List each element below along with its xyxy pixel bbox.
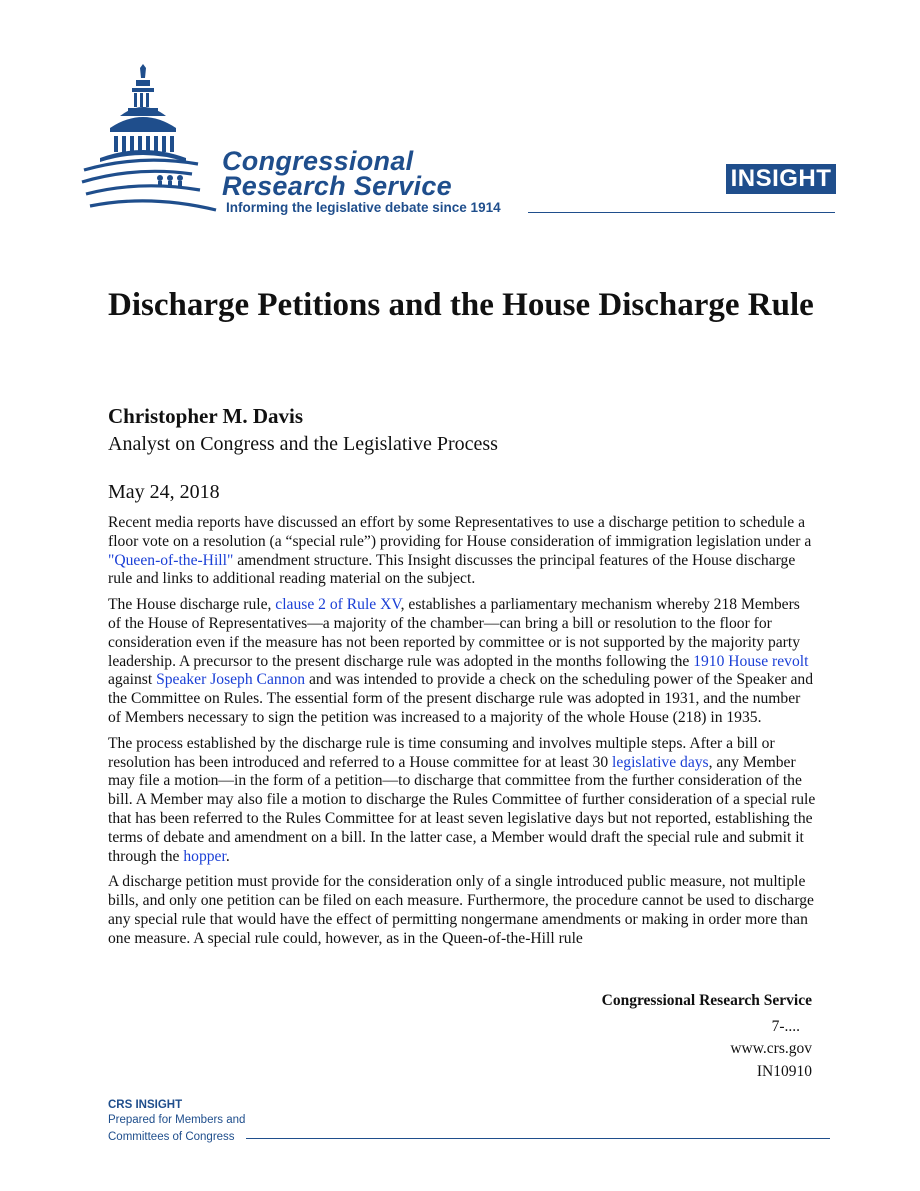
insight-badge: INSIGHT	[726, 164, 836, 194]
link-legislative-days[interactable]: legislative days	[612, 753, 709, 771]
footer-divider	[246, 1138, 830, 1139]
footer-org: Congressional Research Service	[601, 992, 812, 1009]
header-divider	[528, 212, 835, 213]
text: .	[225, 847, 230, 865]
footer-crs-insight-label: CRS INSIGHT	[108, 1099, 183, 1111]
text: The House discharge rule,	[108, 596, 276, 614]
paragraph-4	[108, 873, 816, 948]
document-title: Discharge Petitions and the House Discharge Rule	[108, 287, 814, 323]
crs-capitol-logo	[80, 62, 230, 222]
paragraph-3	[108, 735, 816, 867]
text: A discharge petition must provide for the consideration only of a single introduced public measure, not multiple bills, and only one petition can be filed on each measure. Furthermore, the procedure cannot be used to discharge any special rule that would have the effect of permitting nongermane amendments or making in order more than one measure. A special rule could, however, as in the Queen-of-the-Hill rule	[108, 873, 814, 947]
author-name: Christopher M. Davis	[108, 404, 304, 428]
paragraph-1	[108, 514, 816, 589]
author-role: Analyst on Congress and the Legislative Process	[108, 433, 498, 455]
text: , establishes a parliamentary mechanism whereby 218 Members of the House of Representatives—a majority of the chamber—can bring a bill or resolution to the floor for consideration even if the measure has not been reported by committee or is not supported by the majority party leadership. A precursor to the present discharge rule was adopted in the months following the	[108, 596, 800, 670]
link-queen-of-the-hill[interactable]: "Queen-of-the-Hill"	[108, 551, 234, 569]
footer-url[interactable]: www.crs.gov	[730, 1040, 812, 1057]
text: and was intended to provide a check on the scheduling power of the Speaker and the Committee on Rules. The essential form of the present discharge rule was adopted in 1931, and the number of Members necessary to sign the petition was increased to a majority of the whole House (218) in 1935.	[108, 671, 813, 726]
org-name-line2: Research Service	[222, 171, 452, 201]
link-1910-house-revolt[interactable]: 1910 House revolt	[693, 652, 809, 670]
text: amendment structure. This Insight discusses the principal features of the House discharge rule and links to additional reading material on the subject.	[108, 551, 796, 588]
text: The process established by the discharge rule is time consuming and involves multiple steps. After a bill or resolution has been introduced and referred to a House committee for at least 30	[108, 734, 775, 771]
link-hopper[interactable]: hopper	[183, 847, 226, 865]
link-speaker-joseph-cannon[interactable]: Speaker Joseph Cannon	[156, 671, 306, 689]
body-text	[108, 514, 816, 956]
footer-document-id: IN10910	[756, 1063, 812, 1080]
org-name-line1: Congressional	[222, 146, 414, 176]
footer-prepared-line2: Committees of Congress	[108, 1131, 235, 1143]
footer-page-number: 7-....	[771, 1018, 800, 1035]
publication-date: May 24, 2018	[108, 481, 220, 503]
org-tagline: Informing the legislative debate since 1914	[226, 200, 501, 215]
footer-prepared-line1: Prepared for Members and	[108, 1114, 246, 1126]
paragraph-2	[108, 596, 816, 728]
text: Recent media reports have discussed an effort by some Representatives to use a discharge petition to schedule a floor vote on a resolution (a “special rule”) providing for House consideration of immigration legislation under a	[108, 514, 812, 550]
text: against	[108, 671, 157, 689]
link-clause-2-rule-xv[interactable]: clause 2 of Rule XV	[275, 596, 401, 614]
text: , any Member may file a motion—in the form of a petition—to discharge that committee from the further consideration of the bill. A Member may also file a motion to discharge the Rules Committee of further consideration of a special rule that has been referred to the Rules Committee for at least seven legislative days but not reported, establishing the terms of debate and amendment on a bill. In the latter case, a Member would draft the special rule and submit it through the	[108, 753, 816, 865]
